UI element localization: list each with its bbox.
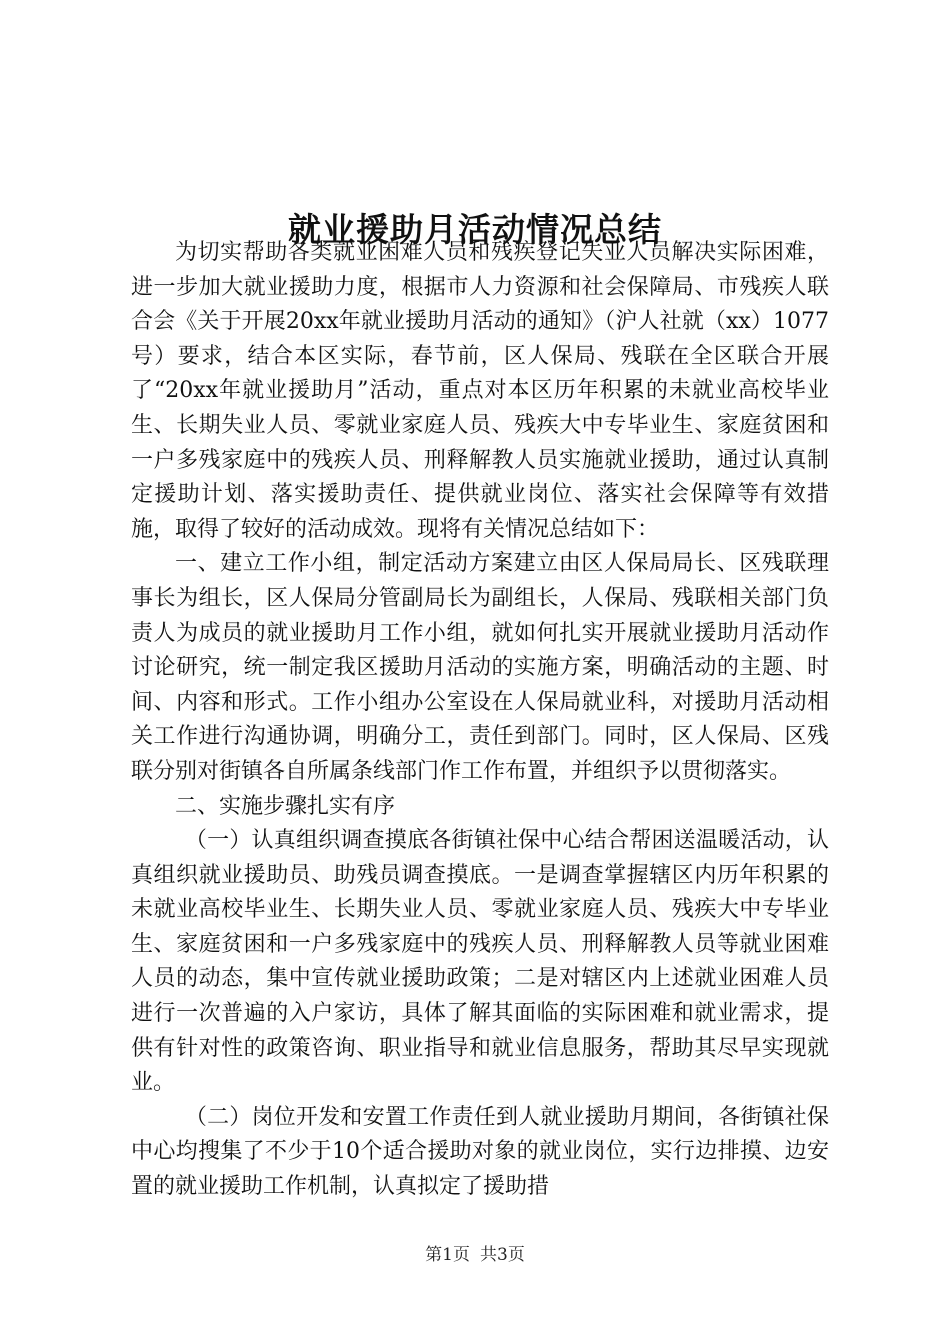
section-heading-2: 二、实施步骤扎实有序: [175, 793, 396, 819]
paragraph-subsection-2: （二）岗位开发和安置工作责任到人就业援助月期间，各街镇社保中心均搜集了不少于10个适合援助对象的就业岗位，实行边排摸、边安置的就业援助工作机制，认真拟定了援助措: [131, 1104, 829, 1200]
paragraph-section-1: 一、建立工作小组，制定活动方案建立由区人保局局长、区残联理事长为组长，区人保局分管副局长为副组长，人保局、残联相关部门负责人为成员的就业援助月工作小组，就如何扎实开展就业援助月活动作讨论研究，统一制定我区援助月活动的实施方案，明确活动的主题、时间、内容和形式。工作小组办公室设在人保局就业科，对援助月活动相关工作进行沟通协调，明确分工，责任到部门。同时，区人保局、区残联分别对街镇各自所属条线部门作工作布置，并组织予以贯彻落实。: [131, 551, 829, 784]
page-number: 第1页: [425, 1245, 470, 1265]
document-body: [131, 236, 829, 1205]
page-total: 共3页: [480, 1245, 525, 1265]
document-title: 就业援助月活动情况总结: [288, 210, 662, 250]
paragraph-intro: 为切实帮助各类就业困难人员和残疾登记失业人员解决实际困难，进一步加大就业援助力度，根据市人力资源和社会保障局、市残疾人联合会《关于开展20xx年就业援助月活动的通知》（沪人社就（xx）1077号）要求，结合本区实际，春节前，区人保局、残联在全区联合开展了“20xx年就业援助月”活动，重点对本区历年积累的未就业高校毕业生、长期失业人员、零就业家庭人员、残疾大中专毕业生、家庭贫困和一户多残家庭中的残疾人员、刑释解教人员实施就业援助，通过认真制定援助计划、落实援助责任、提供就业岗位、落实社会保障等有效措施，取得了较好的活动成效。现将有关情况总结如下：: [131, 240, 829, 542]
paragraph-subsection-1: （一）认真组织调查摸底各街镇社保中心结合帮困送温暖活动，认真组织就业援助员、助残员调查摸底。一是调查掌握辖区内历年积累的未就业高校毕业生、长期失业人员、零就业家庭人员、残疾大中专毕业生、家庭贫困和一户多残家庭中的残疾人员、刑释解教人员等就业困难人员的动态，集中宣传就业援助政策；二是对辖区内上述就业困难人员进行一次普遍的入户家访，具体了解其面临的实际困难和就业需求，提供有针对性的政策咨询、职业指导和就业信息服务，帮助其尽早实现就业。: [131, 828, 829, 1096]
page-footer: [0, 1243, 950, 1267]
